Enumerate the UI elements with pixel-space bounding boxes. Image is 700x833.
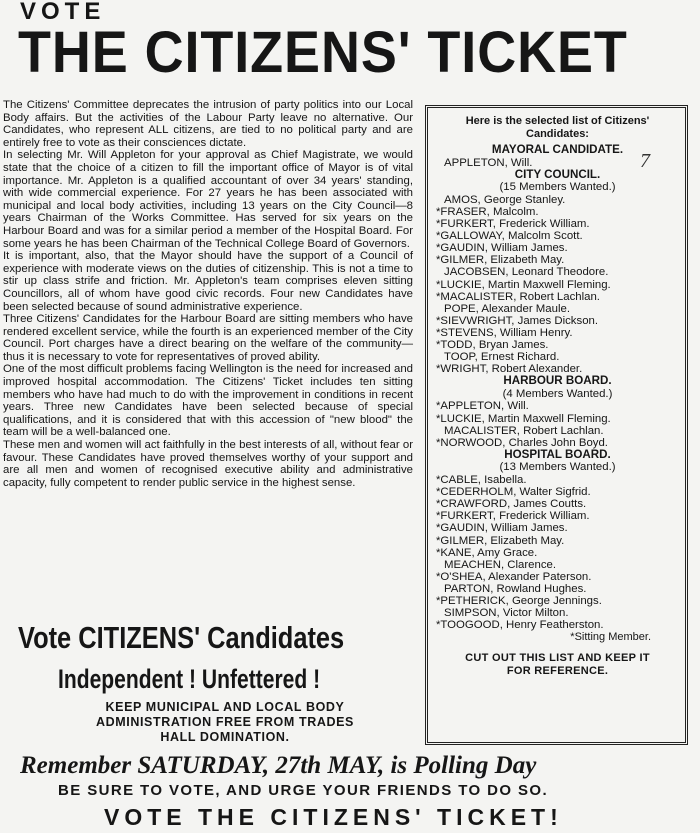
list-intro-line: Here is the selected list of Citizens'	[465, 115, 650, 127]
paragraph: These men and women will act faithfully in the best interests of all, without fear or favour. These Candidates have proved themselves worthy of your support and are all men and women of recognised executive ability and administrative capacity, fully competent to render public service in the highest sense.	[3, 439, 413, 489]
candidate-name: *TODD, Bryan James.	[436, 339, 549, 351]
candidate-name: *GAUDIN, William James.	[436, 522, 568, 535]
cutout-note	[436, 652, 679, 678]
candidate-name: MACALISTER, Robert Lachlan.	[444, 424, 604, 437]
body-text	[3, 99, 413, 489]
paragraph: The Citizens' Committee deprecates the intrusion of party politics into our Local Body affairs. But the activities of the Labour Party leave no alternative. Our Candidates, who represent ALL citizens, are tied to no political party and are entirely free to vote as their consciences dictate.	[3, 99, 413, 149]
candidate-name: MEACHEN, Clarence.	[444, 558, 557, 571]
hospital-list	[436, 474, 679, 631]
hospital-heading: HOSPITAL BOARD.	[504, 447, 611, 461]
candidate-name: *STEVENS, William Henry.	[436, 326, 573, 339]
candidate-name: *FURKERT, Frederick William.	[436, 218, 590, 231]
harbour-subheading: (4 Members Wanted.)	[502, 387, 613, 400]
list-intro	[436, 115, 679, 140]
candidate-name: POPE, Alexander Maule.	[444, 302, 570, 315]
mayoral-candidate: APPLETON, Will.	[444, 156, 533, 169]
paragraph: In selecting Mr. Will Appleton for your approval as Chief Magistrate, we would state that the choice of a citizen to fill the important office of Mayor is of vital importance. Mr. Appleton is a qualified accountant of over 34 years' standing, with wide commercial experience. For 27 years he has been associated with municipal and local body activities, including 13 years on the City Council—8 years Chairman of the Works Committee. Has served for six years on the Harbour Board and was for a similar period a member of the Hospital Board. For some years he has been Chairman of the Technical College Board of Governors.	[3, 149, 413, 250]
candidate-name: SIMPSON, Victor Milton.	[444, 607, 569, 620]
candidate-name: JACOBSEN, Leonard Theodore.	[444, 266, 609, 279]
keep-line: ADMINISTRATION FREE FROM TRADES	[96, 715, 354, 729]
candidate-name: *LUCKIE, Martin Maxwell Fleming.	[436, 412, 611, 425]
candidate-name: *PETHERICK, George Jennings.	[436, 594, 602, 607]
candidate-name: *FRASER, Malcolm.	[436, 205, 539, 218]
candidate-name: *MACALISTER, Robert Lachlan.	[436, 290, 600, 303]
candidate-name: *CEDERHOLM, Walter Sigfrid.	[436, 486, 591, 499]
candidate-name: *SIEVWRIGHT, James Dickson.	[436, 314, 599, 327]
candidate-name: AMOS, George Stanley.	[444, 193, 566, 206]
candidate-name: *LUCKIE, Martin Maxwell Fleming.	[436, 278, 611, 291]
be-sure-to-vote: BE SURE TO VOTE, AND URGE YOUR FRIENDS TO DO SO.	[58, 782, 549, 799]
candidate-name: *GILMER, Elizabeth May.	[436, 534, 565, 547]
final-slogan: VOTE THE CITIZENS' TICKET!	[104, 804, 563, 830]
candidate-name: *FURKERT, Frederick William.	[436, 510, 590, 523]
cutout-line: FOR REFERENCE.	[506, 665, 609, 678]
paragraph: One of the most difficult problems facing Wellington is the need for increased and improved hospital accommodation. The Citizens' Ticket includes ten sitting members who have had much to do with the improvement in conditions in recent years. Three new Candidates have been selected because of special qualifications, and it is considered that with this accession of "new blood" the team will be a well-balanced one.	[3, 363, 413, 439]
candidate-name: *GILMER, Elizabeth May.	[436, 254, 565, 267]
candidate-name: *NORWOOD, Charles John Boyd.	[436, 436, 608, 449]
list-intro-line: Candidates:	[526, 127, 589, 140]
candidate-name: *WRIGHT, Robert Alexander.	[436, 363, 583, 376]
candidate-name: PARTON, Rowland Hughes.	[444, 582, 587, 595]
cutout-line: CUT OUT THIS LIST AND KEEP IT	[465, 652, 650, 665]
paragraph: Three Citizens' Candidates for the Harbour Board are sitting members who have rendered excellent service, while the fourth is an experienced member of the City Council. Port charges have a direct bearing on the welfare of the community—thus it is necessary to vote for representatives of proved ability.	[3, 313, 413, 363]
candidate-name: *TOOGOOD, Henry Featherston.	[436, 619, 604, 632]
polling-day-banner: Remember SATURDAY, 27th MAY, is Polling Day	[20, 752, 537, 779]
candidate-name: TOOP, Ernest Richard.	[444, 351, 560, 364]
paragraph: It is important, also, that the Mayor should have the support of a Council of experience with moderate views on the duties of citizenship. This is not a time to stir up class strife and friction. Mr. Appleton's team comprises eleven sitting Councillors, all of whom have good civic records. Four new Candidates have been selected because of sound administrative experience.	[3, 250, 413, 313]
harbour-heading: HARBOUR BOARD.	[503, 374, 612, 388]
vote-candidates-slogan: Vote CITIZENS' Candidates	[18, 620, 345, 655]
candidate-name: *O'SHEA, Alexander Paterson.	[436, 570, 592, 583]
candidate-name: *CRAWFORD, James Coutts.	[436, 498, 587, 511]
headline: THE CITIZENS' TICKET	[18, 20, 628, 85]
council-heading: CITY COUNCIL.	[514, 167, 601, 181]
candidate-list-box	[425, 105, 688, 745]
vote-kicker: VOTE	[20, 0, 106, 25]
candidate-name: *GAUDIN, William James.	[436, 242, 568, 255]
keep-free-slogan	[70, 700, 380, 745]
council-subheading: (15 Members Wanted.)	[499, 181, 616, 194]
candidate-name: *GALLOWAY, Malcolm Scott.	[436, 230, 583, 243]
harbour-list	[436, 400, 679, 448]
candidate-name: *CABLE, Isabella.	[436, 474, 527, 487]
candidate-name: *KANE, Amy Grace.	[436, 546, 538, 559]
sitting-member-footnote: *Sitting Member.	[570, 631, 651, 644]
keep-line: HALL DOMINATION.	[160, 730, 290, 744]
keep-line: KEEP MUNICIPAL AND LOCAL BODY	[105, 700, 345, 714]
council-list	[436, 194, 679, 375]
handwritten-mark: 7	[640, 150, 650, 172]
candidate-name: *APPLETON, Will.	[436, 400, 529, 413]
hospital-subheading: (13 Members Wanted.)	[499, 461, 616, 474]
mayoral-heading: MAYORAL CANDIDATE.	[491, 143, 624, 156]
independent-slogan: Independent ! Unfettered !	[58, 664, 321, 694]
